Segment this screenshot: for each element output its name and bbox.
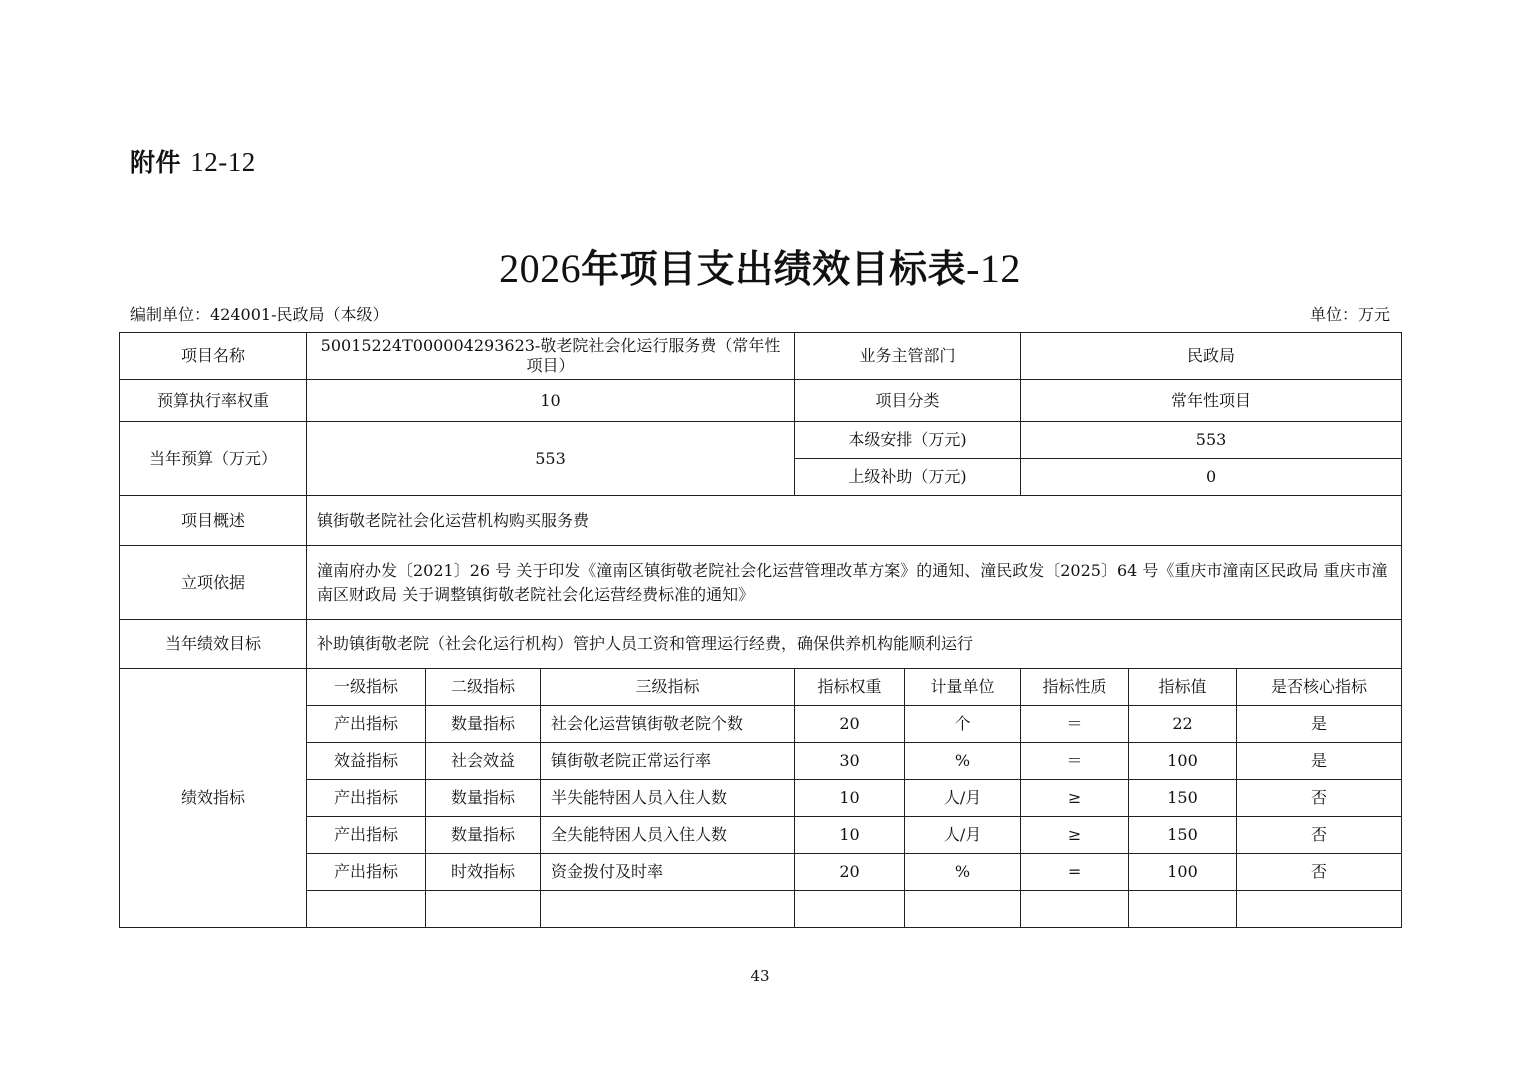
goal-label: 当年绩效目标: [120, 620, 307, 669]
empty-cell: [1237, 891, 1402, 928]
cell-core: 否: [1237, 780, 1402, 817]
row-project-name: [120, 333, 1402, 380]
cell-unit: %: [905, 743, 1021, 780]
cell-unit: 个: [905, 706, 1021, 743]
attachment-number: 12-12: [190, 147, 256, 177]
cell-unit: 人/月: [905, 817, 1021, 854]
upper-value: 0: [1021, 459, 1402, 496]
header-value: 指标值: [1129, 669, 1237, 706]
page-title: [0, 238, 1520, 293]
budget-label: 当年预算（万元）: [120, 422, 307, 496]
weight-value: 10: [307, 380, 795, 422]
row-goal: [120, 620, 1402, 669]
attachment-word: 附件: [130, 148, 182, 177]
cell-level1: 效益指标: [307, 743, 426, 780]
cell-weight: 20: [795, 854, 905, 891]
cell-value: 100: [1129, 854, 1237, 891]
empty-cell: [795, 891, 905, 928]
local-label: 本级安排（万元): [795, 422, 1021, 459]
cell-level2: 时效指标: [426, 854, 541, 891]
cell-nature: ≥: [1021, 817, 1129, 854]
cell-value: 150: [1129, 780, 1237, 817]
cell-weight: 10: [795, 780, 905, 817]
cell-level2: 数量指标: [426, 706, 541, 743]
indicator-row: [120, 780, 1402, 817]
title-year: 2026: [499, 246, 582, 291]
row-weight: [120, 380, 1402, 422]
cell-nature: ＝: [1021, 706, 1129, 743]
cell-level3: 镇街敬老院正常运行率: [541, 743, 795, 780]
project-name-value: 50015224T000004293623-敬老院社会化运行服务费（常年性项目）: [307, 333, 795, 380]
cell-weight: 20: [795, 706, 905, 743]
performance-table: [119, 332, 1402, 928]
cell-level3: 社会化运营镇街敬老院个数: [541, 706, 795, 743]
cell-core: 否: [1237, 817, 1402, 854]
summary-value: 镇街敬老院社会化运营机构购买服务费: [307, 496, 1402, 546]
title-suffix: -12: [966, 246, 1021, 291]
upper-label: 上级补助（万元): [795, 459, 1021, 496]
header-unit: 计量单位: [905, 669, 1021, 706]
header-level3: 三级指标: [541, 669, 795, 706]
cell-level3: 半失能特困人员入住人数: [541, 780, 795, 817]
cell-nature: ＝: [1021, 743, 1129, 780]
empty-cell: [1021, 891, 1129, 928]
currency-unit: 单位：万元: [1309, 305, 1390, 324]
cell-value: 22: [1129, 706, 1237, 743]
indicator-row: [120, 817, 1402, 854]
title-main: 年项目支出绩效目标表: [581, 247, 967, 291]
category-label: 项目分类: [795, 380, 1021, 422]
empty-cell: [307, 891, 426, 928]
goal-value: 补助镇街敬老院（社会化运行机构）管护人员工资和管理运行经费，确保供养机构能顺利运行: [307, 620, 1402, 669]
cell-core: 是: [1237, 706, 1402, 743]
indicator-row: [120, 854, 1402, 891]
cell-weight: 30: [795, 743, 905, 780]
row-summary: [120, 496, 1402, 546]
indicator-header-row: [120, 669, 1402, 706]
indicator-row-empty: [120, 891, 1402, 928]
header-core: 是否核心指标: [1237, 669, 1402, 706]
indicator-row: [120, 743, 1402, 780]
indicator-row: [120, 706, 1402, 743]
cell-level1: 产出指标: [307, 706, 426, 743]
page-number: 43: [750, 967, 770, 985]
dept-value: 民政局: [1021, 333, 1402, 380]
indicators-label: 绩效指标: [120, 669, 307, 928]
attachment-label: [130, 143, 256, 179]
dept-label: 业务主管部门: [795, 333, 1021, 380]
basis-label: 立项依据: [120, 546, 307, 620]
budget-value: 553: [307, 422, 795, 496]
cell-level2: 数量指标: [426, 780, 541, 817]
cell-level1: 产出指标: [307, 780, 426, 817]
header-weight: 指标权重: [795, 669, 905, 706]
local-value: 553: [1021, 422, 1402, 459]
empty-cell: [1129, 891, 1237, 928]
compiler-unit: 编制单位：424001-民政局（本级）: [130, 305, 389, 324]
cell-level1: 产出指标: [307, 817, 426, 854]
cell-value: 150: [1129, 817, 1237, 854]
weight-label: 预算执行率权重: [120, 380, 307, 422]
empty-cell: [905, 891, 1021, 928]
cell-weight: 10: [795, 817, 905, 854]
cell-level3: 资金拨付及时率: [541, 854, 795, 891]
header-nature: 指标性质: [1021, 669, 1129, 706]
row-budget: [120, 422, 1402, 459]
cell-level1: 产出指标: [307, 854, 426, 891]
cell-nature: =: [1021, 854, 1129, 891]
basis-value: 潼南府办发〔2021〕26 号 关于印发《潼南区镇街敬老院社会化运营管理改革方案》的通知、潼民政发〔2025〕64 号《重庆市潼南区民政局 重庆市潼南区财政局 关于调整镇街敬老院社会化运营经费标准的通知》: [307, 546, 1402, 620]
row-basis: [120, 546, 1402, 620]
cell-value: 100: [1129, 743, 1237, 780]
cell-level2: 数量指标: [426, 817, 541, 854]
header-level2: 二级指标: [426, 669, 541, 706]
cell-nature: ≥: [1021, 780, 1129, 817]
project-name-label: 项目名称: [120, 333, 307, 380]
cell-core: 是: [1237, 743, 1402, 780]
header-level1: 一级指标: [307, 669, 426, 706]
cell-core: 否: [1237, 854, 1402, 891]
summary-label: 项目概述: [120, 496, 307, 546]
cell-unit: %: [905, 854, 1021, 891]
cell-level2: 社会效益: [426, 743, 541, 780]
cell-level3: 全失能特困人员入住人数: [541, 817, 795, 854]
empty-cell: [426, 891, 541, 928]
category-value: 常年性项目: [1021, 380, 1402, 422]
empty-cell: [541, 891, 795, 928]
cell-unit: 人/月: [905, 780, 1021, 817]
